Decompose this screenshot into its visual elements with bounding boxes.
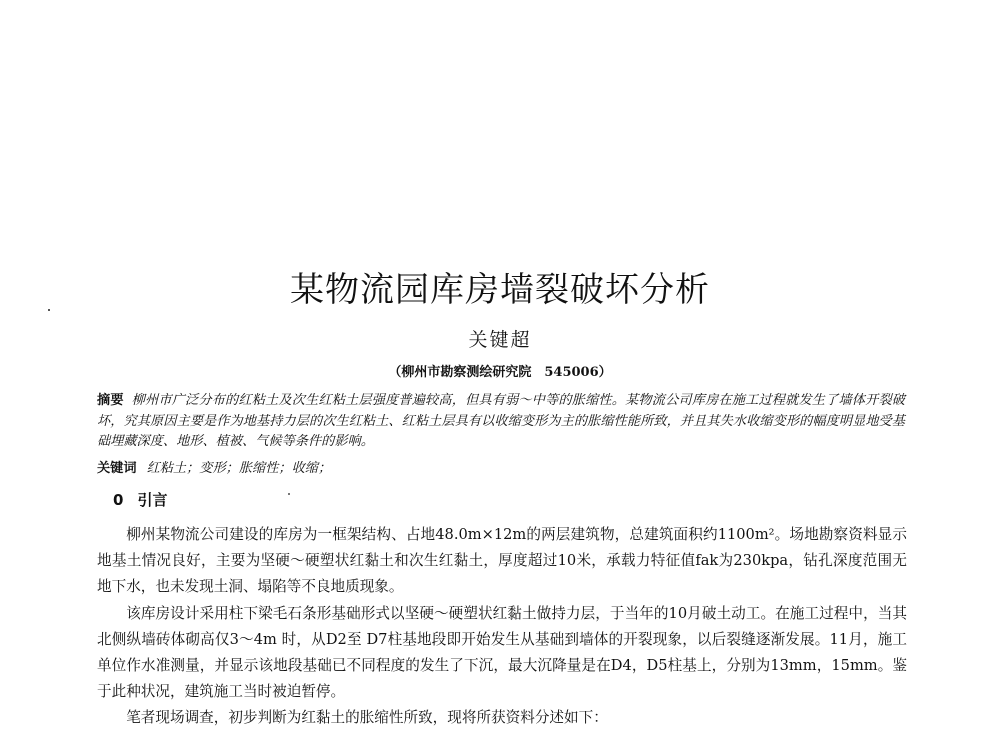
- keywords-text: 红粘土；变形；胀缩性；收缩；: [146, 461, 332, 476]
- paragraph: 柳州某物流公司建设的库房为一框架结构、占地48.0m×12m的两层建筑物，总建筑面积约1100m²。场地勘察资料显示地基土情况良好，主要为坚硬～硬塑状红黏土和次生红黏土，厚度超过10米，承载力特征值fak为230kpa，钻孔深度范围无地下水，也未发现土洞、塌陷等不良地质现象。: [97, 526, 907, 596]
- keywords-label: 关键词: [97, 461, 137, 476]
- author-name: 关键超: [468, 329, 532, 351]
- paper-title: 某物流园库房墙裂破坏分析: [290, 270, 710, 310]
- paragraph: 该库房设计采用柱下梁毛石条形基础形式以坚硬～硬塑状红黏土做持力层，于当年的10月破土动工。在施工过程中，当其北侧纵墙砖体砌高仅3～4m 时，从D2至 D7柱基地段即开始发生从基础到墙体的开裂现象，以后裂缝逐渐发展。11月，施工单位作水准测量，并显示该地段基础已不同程度的发生了下沉，最大沉降量是在D4，D5柱基上，分别为13mm，15mm。鉴于此种状况，建筑施工当时被迫暂停。: [97, 604, 907, 701]
- body-text: [97, 522, 907, 732]
- scan-speck: [288, 493, 290, 495]
- section-title: 引言: [137, 491, 168, 509]
- affiliation: （柳州市勘察测绘研究院 545006）: [388, 365, 612, 380]
- abstract-text: 柳州市广泛分布的红粘土及次生红粘土层强度普遍较高，但具有弱～中等的胀缩性。某物流公司库房在施工过程就发生了墙体开裂破坏，究其原因主要是作为地基持力层的次生红粘土、红粘土层具有以收缩变形为主的胀缩性能所致，并且其失水收缩变形的幅度明显地受基础埋藏深度、地形、植被、气候等条件的影响。: [97, 393, 905, 449]
- keywords: [97, 457, 905, 476]
- paragraph: 笔者现场调查，初步判断为红黏土的胀缩性所致，现将所获资料分述如下：: [126, 709, 608, 727]
- abstract: [97, 391, 905, 453]
- section-heading: [113, 489, 167, 510]
- section-number: 0: [113, 491, 124, 509]
- abstract-label: 摘要: [97, 393, 124, 408]
